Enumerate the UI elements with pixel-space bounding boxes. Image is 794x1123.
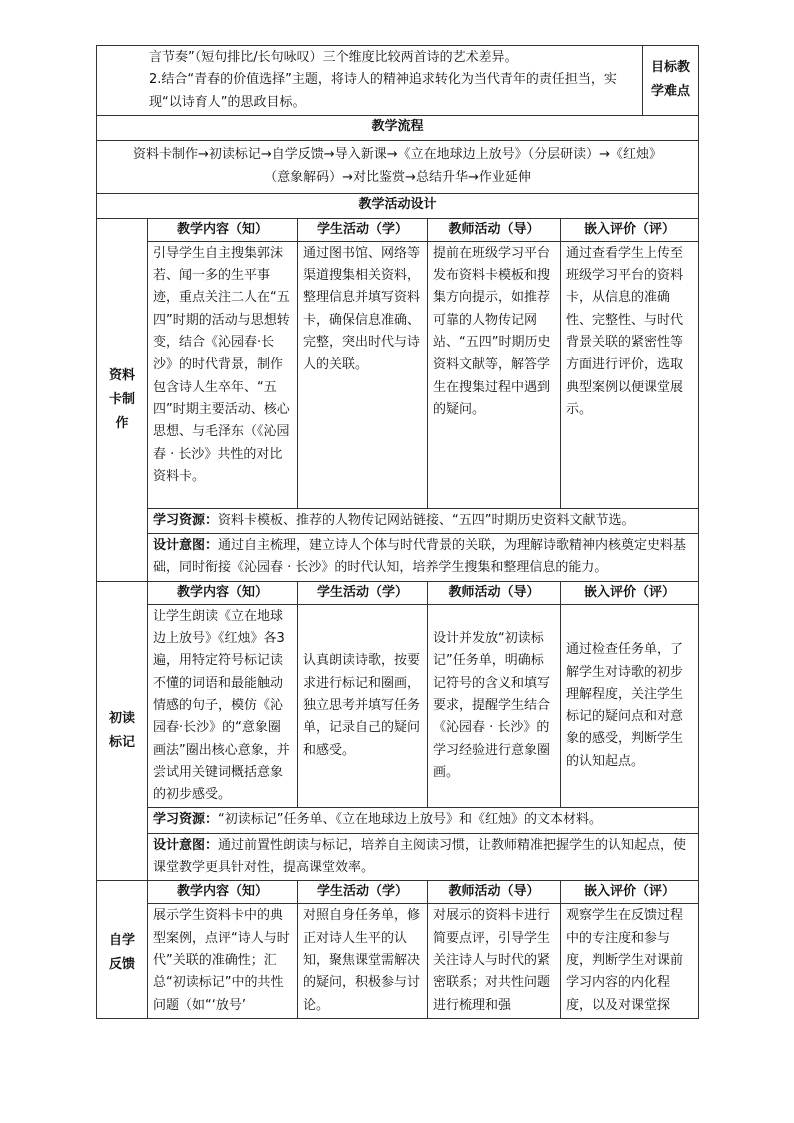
col-header-teacher: 教师活动（导） [428,881,561,904]
evaluation-cell: 通过检查任务单，了解学生对诗歌的初步理解程度，关注学生标记的疑问点和对意象的感受，判断学生的认知起点。 [561,604,699,808]
resource-label: 学习资源： [153,512,219,528]
resource-note [148,508,699,533]
intent-label: 设计意图： [153,837,219,853]
resource-text: “初读标记”任务单、《立在地球边上放号》和《红烛》的文本材料。 [218,812,602,828]
col-header-content: 教学内容（知） [148,581,298,604]
content-cell: 展示学生资料卡中的典型案例，点评“诗人与时代”关联的准确性；汇总“初读标记”中的共性问题（如“‘放号’ [148,904,298,1018]
intent-note [148,833,699,881]
resource-label: 学习资源： [153,812,219,828]
flow-title: 教学流程 [97,115,699,140]
intent-text: 通过自主梳理，建立诗人个体与时代背景的关联，为理解诗歌精神内核奠定史料基础，同时衔接《沁园春 · 长沙》的时代认知，培养学生搜集和整理信息的能力。 [153,538,687,576]
design-title: 教学活动设计 [97,193,699,218]
lesson-plan-table [96,45,699,1019]
col-header-student: 学生活动（学） [298,581,428,604]
section-label-1: 资料卡制作 [97,218,148,581]
col-header-eval: 嵌入评价（评） [561,581,699,604]
content-cell: 引导学生自主搜集郭沫若、闻一多的生平事迹，重点关注二人在“五四”时期的活动与思想转变，结合《沁园春·长沙》的时代背景，制作包含诗人生卒年、“五四”时期主要活动、核心思想、与毛泽东（《沁园春 · 长沙》共性的对比资料卡。 [148,241,298,508]
col-header-eval: 嵌入评价（评） [561,218,699,241]
col-header-student: 学生活动（学） [298,218,428,241]
col-header-student: 学生活动（学） [298,881,428,904]
teacher-activity-cell: 对展示的资料卡进行简要点评，引导学生关注诗人与时代的紧密联系；对共性问题进行梳理和强 [428,904,561,1018]
goal-line-2: 2.结合“青春的价值选择”主题，将诗人的精神追求转化为当代青年的责任担当，实现“以诗育人”的思政目标。 [149,72,617,110]
student-activity-cell: 对照自身任务单，修正对诗人生平的认知，聚焦课堂需解决的疑问，积极参与讨论。 [298,904,428,1018]
evaluation-cell: 通过查看学生上传至班级学习平台的资料卡，从信息的准确性、完整性、与时代背景关联的紧密性等方面进行评价，选取典型案例以便课堂展示。 [561,241,699,508]
col-header-eval: 嵌入评价（评） [561,881,699,904]
intent-note [148,534,699,582]
student-activity-cell: 通过图书馆、网络等渠道搜集相关资料，整理信息并填写资料卡，确保信息准确、完整，突出时代与诗人的关联。 [298,241,428,508]
goal-line-1: 言节奏”（短句排比/长句咏叹）三个维度比较两首诗的艺术差异。 [149,50,518,65]
col-header-content: 教学内容（知） [148,881,298,904]
intent-label: 设计意图： [153,538,219,554]
evaluation-cell: 观察学生在反馈过程中的专注度和参与度，判断学生对课前学习内容的内化程度，以及对课堂探 [561,904,699,1018]
student-activity-cell: 认真朗读诗歌，按要求进行标记和圈画，独立思考并填写任务单，记录自己的疑问和感受。 [298,604,428,808]
section-label-3: 自学反馈 [97,881,148,1018]
resource-text: 资料卡模板、推荐的人物传记网站链接、“五四”时期历史资料文献节选。 [218,512,635,528]
teacher-activity-cell: 设计并发放“初读标记”任务单，明确标记符号的含义和填写要求，提醒学生结合《沁园春 · 长沙》的学习经验进行意象圈画。 [428,604,561,808]
section-label-2: 初读标记 [97,581,148,881]
col-header-teacher: 教师活动（导） [428,218,561,241]
flow-text: 资料卡制作→初读标记→自学反馈→导入新课→《立在地球边上放号》（分层研读）→《红烛》（意象解码）→对比鉴赏→总结升华→作业延伸 [97,140,699,193]
teacher-activity-cell: 提前在班级学习平台发布资料卡模板和搜集方向提示，如推荐可靠的人物传记网站、“五四”时期历史资料文献等，解答学生在搜集过程中遇到的疑问。 [428,241,561,508]
col-header-teacher: 教师活动（导） [428,581,561,604]
goal-side-label: 目标教学难点 [643,46,699,116]
content-cell: 让学生朗读《立在地球边上放号》《红烛》各3遍，用特定符号标记读不懂的词语和最能触动情感的句子，模仿《沁园春·长沙》的“意象圈画法”圈出核心意象，并尝试用关键词概括意象的初步感受。 [148,604,298,808]
intent-text: 通过前置性朗读与标记，培养自主阅读习惯，让教师精准把握学生的认知起点，使课堂教学更具针对性，提高课堂效率。 [153,837,687,876]
goal-text [97,46,643,116]
resource-note [148,808,699,833]
col-header-content: 教学内容（知） [148,218,298,241]
